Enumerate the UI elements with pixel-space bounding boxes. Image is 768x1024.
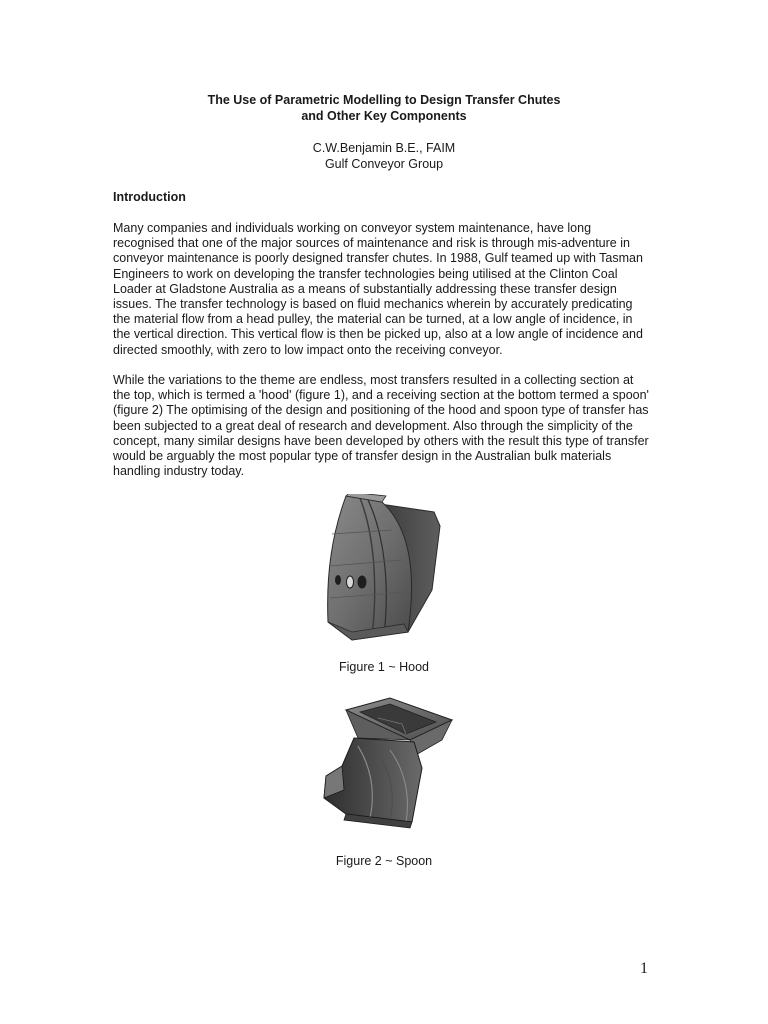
page-number: 1 bbox=[640, 960, 648, 977]
paragraph-line: issues. The transfer technology is based on fluid mechanics wherein by accurately predicating bbox=[113, 297, 633, 312]
figure-1-caption: Figure 1 ~ Hood bbox=[339, 660, 429, 674]
author-block bbox=[0, 140, 768, 172]
paragraph-line: Engineers to work on developing the transfer technologies being utilised at the Clinton Coal bbox=[113, 266, 618, 281]
paragraph-line: the top, which is termed a 'hood' (figure 1), and a receiving section at the bottom termed a spoon' bbox=[113, 388, 649, 403]
author-name: C.W.Benjamin B.E., FAIM bbox=[312, 141, 456, 155]
paragraph-line: While the variations to the theme are endless, most transfers resulted in a collecting section at bbox=[113, 373, 634, 387]
author-affiliation: Gulf Conveyor Group bbox=[324, 157, 444, 171]
section-heading: Introduction bbox=[113, 190, 186, 204]
paragraph-line: (figure 2) The optimising of the design and positioning of the hood and spoon type of transfer has bbox=[113, 403, 649, 418]
title-line-1: The Use of Parametric Modelling to Design Transfer Chutes bbox=[207, 93, 561, 107]
paragraph-1 bbox=[113, 221, 658, 358]
title-line-2: and Other Key Components bbox=[301, 109, 467, 123]
paragraph-2 bbox=[113, 373, 658, 479]
paragraph-line: handling industry today. bbox=[113, 464, 245, 479]
figure-2-caption: Figure 2 ~ Spoon bbox=[335, 854, 433, 868]
hood-figure-image bbox=[322, 494, 444, 642]
spoon-figure-image bbox=[318, 694, 454, 830]
paragraph-line: recognised that one of the major sources of maintenance and risk is through mis-adventure in bbox=[113, 236, 630, 251]
paragraph-line: been subjected to a great deal of research and development. Also through the simplicity of the bbox=[113, 418, 633, 433]
paragraph-line: the vertical direction. This vertical flow is then be picked up, also at a low angle of incidence and bbox=[113, 327, 643, 342]
paragraph-line: conveyor maintenance is poorly designed transfer chutes. In 1988, Gulf teamed up with Tasman bbox=[113, 251, 643, 266]
paragraph-line: Many companies and individuals working on conveyor system maintenance, have long bbox=[113, 221, 592, 235]
paragraph-line: would be arguably the most popular type of transfer design in the Australian bulk materials bbox=[113, 449, 612, 464]
paragraph-line: concept, many similar designs have been developed by others with the result this type of transfer bbox=[113, 433, 649, 448]
document-title bbox=[0, 92, 768, 124]
paragraph-line: the material flow from a head pulley, the material can be turned, at a low angle of incidence, in bbox=[113, 312, 633, 327]
paragraph-line: directed smoothly, with zero to low impact onto the receiving conveyor. bbox=[113, 342, 503, 357]
paragraph-line: Loader at Gladstone Australia as a means of substantially addressing these transfer design bbox=[113, 281, 617, 296]
